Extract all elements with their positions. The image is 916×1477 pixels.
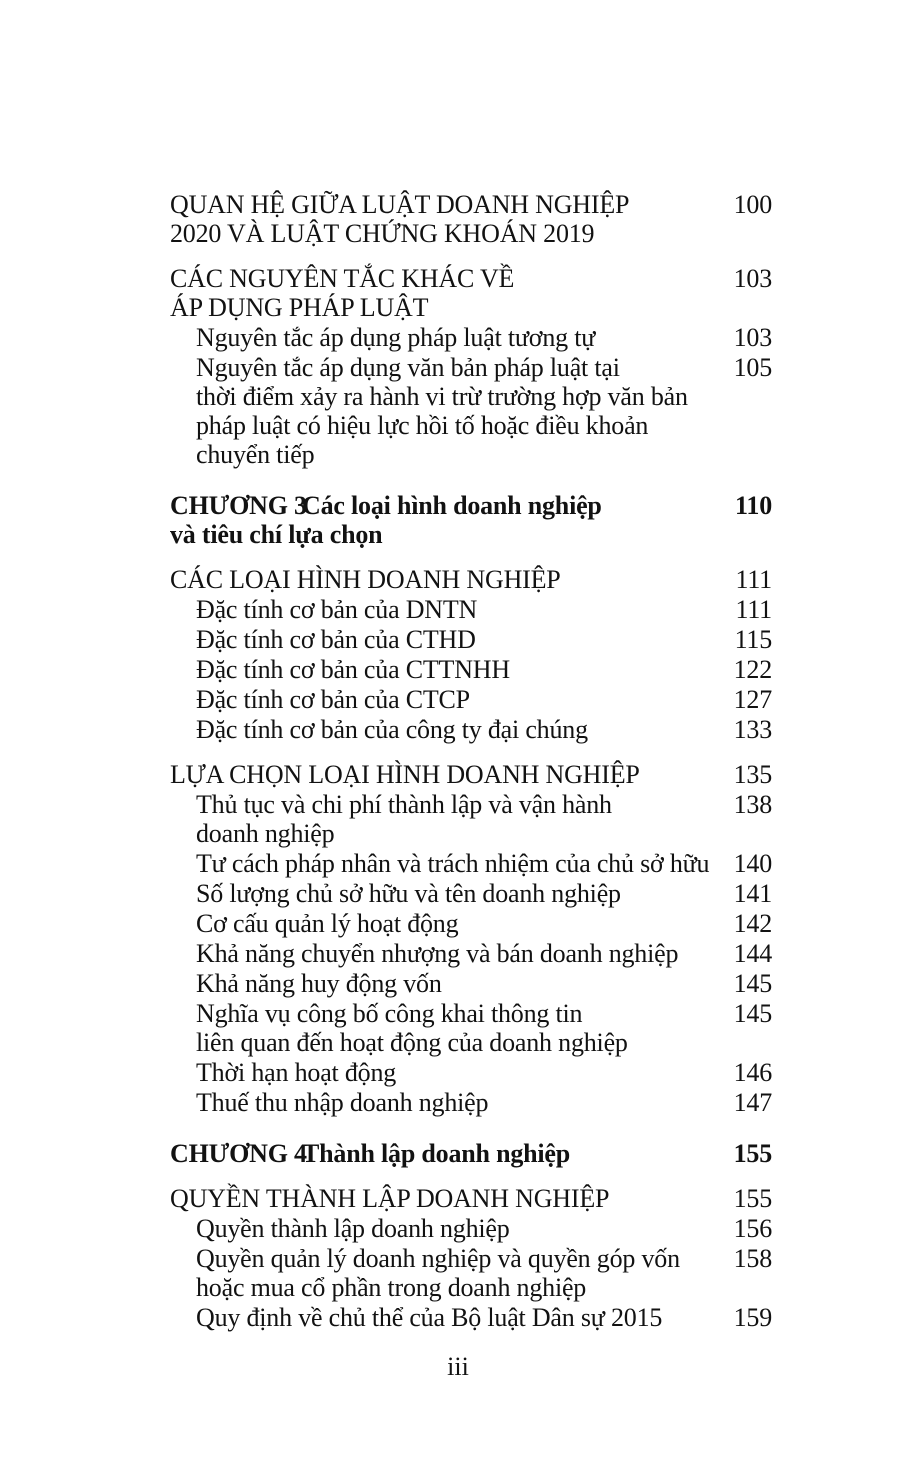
toc-entry-line: hoặc mua cổ phần trong doanh nghiệp: [196, 1273, 587, 1302]
toc-entry-sub: [170, 353, 772, 469]
toc-entry-text: [170, 1214, 708, 1243]
toc-entry-line: Khả năng huy động vốn: [196, 969, 442, 998]
toc-entry-sub: [170, 999, 772, 1057]
toc-entry-line: Thuế thu nhập doanh nghiệp: [196, 1088, 489, 1117]
toc-page-number: 141: [733, 879, 772, 908]
toc-page-number: 147: [733, 1088, 772, 1117]
toc-entry-text: [170, 264, 708, 322]
toc-entry-section: [170, 264, 772, 322]
toc-entry-sub: [170, 1058, 772, 1087]
toc-entry-line: Thủ tục và chi phí thành lập và vận hành: [196, 790, 612, 819]
toc-entry-line: Đặc tính cơ bản của CTHD: [196, 625, 476, 654]
toc-entry-text: [170, 1088, 708, 1117]
toc-entry-text: [170, 939, 708, 968]
chapter-heading-line: [170, 1139, 708, 1168]
toc-entry-text: [170, 849, 708, 878]
toc-entry-text: [170, 353, 708, 469]
toc-entry-line: QUAN HỆ GIỮA LUẬT DOANH NGHIỆP: [170, 190, 630, 219]
toc-entry-line: liên quan đến hoạt động của doanh nghiệp: [196, 1028, 628, 1057]
toc-page-number: 111: [735, 595, 772, 624]
chapter-number-label: CHƯƠNG 4: [170, 1139, 307, 1168]
toc-entry-sub: [170, 849, 772, 878]
toc-entry-text: [170, 685, 708, 714]
toc-entry-section: [170, 1184, 772, 1213]
toc-entry-line: Đặc tính cơ bản của CTCP: [196, 685, 470, 714]
toc-entry-sub: [170, 969, 772, 998]
toc-page-number: 115: [734, 625, 772, 654]
toc-entry-sub: [170, 939, 772, 968]
toc-entry-line: Cơ cấu quản lý hoạt động: [196, 909, 459, 938]
toc-page-number: 100: [733, 190, 772, 219]
toc-page-number: 156: [733, 1214, 772, 1243]
toc-entry-line: Nguyên tắc áp dụng văn bản pháp luật tại: [196, 353, 620, 382]
toc-page-number: 142: [733, 909, 772, 938]
toc-entry-text: [170, 625, 708, 654]
toc-entry-line: QUYỀN THÀNH LẬP DOANH NGHIỆP: [170, 1184, 610, 1213]
toc-page-number: 105: [733, 353, 772, 382]
toc-entry-sub: [170, 879, 772, 908]
toc-entry-sub: [170, 1244, 772, 1302]
toc-entry-line: chuyển tiếp: [196, 440, 315, 469]
toc-entry-text: [170, 1303, 708, 1332]
toc-entry-line: CÁC LOẠI HÌNH DOANH NGHIỆP: [170, 565, 561, 594]
toc-entry-text: [170, 1184, 708, 1213]
toc-entry-text: [170, 715, 708, 744]
toc-entry-line: và tiêu chí lựa chọn: [170, 520, 383, 549]
toc-entry-text: [170, 999, 708, 1057]
toc: [170, 190, 772, 1332]
toc-page-number: 135: [733, 760, 772, 789]
toc-entry-text: [170, 190, 708, 248]
toc-entry-sub: [170, 715, 772, 744]
toc-entry-line: LỰA CHỌN LOẠI HÌNH DOANH NGHIỆP: [170, 760, 640, 789]
toc-entry-text: [170, 909, 708, 938]
toc-page-number: 103: [733, 323, 772, 352]
toc-entry-line: Quyền quản lý doanh nghiệp và quyền góp vốn: [196, 1244, 680, 1273]
toc-entry-chapter: [170, 1139, 772, 1168]
toc-page-number: 133: [733, 715, 772, 744]
toc-page-number: 159: [733, 1303, 772, 1332]
toc-page-number: 111: [735, 565, 772, 594]
toc-entry-sub: [170, 625, 772, 654]
toc-entry-line: ÁP DỤNG PHÁP LUẬT: [170, 293, 429, 322]
toc-page-number: 127: [733, 685, 772, 714]
toc-page-number: 155: [733, 1184, 772, 1213]
chapter-number-label: CHƯƠNG 3: [170, 491, 307, 520]
toc-entry-line: Đặc tính cơ bản của DNTN: [196, 595, 478, 624]
toc-entry-line: pháp luật có hiệu lực hồi tố hoặc điều khoản: [196, 411, 649, 440]
toc-entry-text: [170, 323, 708, 352]
toc-entry-text: [170, 655, 708, 684]
toc-entry-line: doanh nghiệp: [196, 819, 335, 848]
toc-entry-text: [170, 879, 708, 908]
chapter-title: Thành lập doanh nghiệp: [302, 1139, 571, 1168]
toc-entry-line: Tư cách pháp nhân và trách nhiệm của chủ sở hữu: [196, 849, 710, 878]
toc-entry-line: CÁC NGUYÊN TẮC KHÁC VỀ: [170, 264, 515, 293]
toc-page-number: 138: [733, 790, 772, 819]
toc-entry-text: [170, 595, 708, 624]
toc-entry-sub: [170, 1214, 772, 1243]
toc-page-number: 145: [733, 969, 772, 998]
toc-entry-line: Đặc tính cơ bản của công ty đại chúng: [196, 715, 588, 744]
toc-entry-text: [170, 969, 708, 998]
toc-entry-line: Nghĩa vụ công bố công khai thông tin: [196, 999, 583, 1028]
toc-entry-sub: [170, 1303, 772, 1332]
toc-entry-line: Nguyên tắc áp dụng pháp luật tương tự: [196, 323, 596, 352]
toc-entry-sub: [170, 595, 772, 624]
toc-entry-text: [170, 1058, 708, 1087]
toc-entry-text: [170, 1139, 708, 1168]
toc-page-number: 110: [735, 491, 772, 520]
toc-entry-sub: [170, 909, 772, 938]
toc-page-number: 144: [733, 939, 772, 968]
chapter-heading-line: [170, 491, 708, 520]
toc-entry-text: [170, 760, 708, 789]
toc-page-number: 145: [733, 999, 772, 1028]
toc-entry-sub: [170, 323, 772, 352]
toc-page-number: 140: [733, 849, 772, 878]
toc-entry-line: thời điểm xảy ra hành vi trừ trường hợp văn bản: [196, 382, 688, 411]
toc-entry-chapter: [170, 491, 772, 549]
toc-entry-text: [170, 491, 708, 549]
footer-page-number: iii: [447, 1352, 469, 1381]
toc-entry-section: [170, 760, 772, 789]
toc-entry-sub: [170, 655, 772, 684]
toc-entry-text: [170, 1244, 708, 1302]
toc-entry-line: Quy định về chủ thể của Bộ luật Dân sự 2015: [196, 1303, 663, 1332]
toc-entry-line: Quyền thành lập doanh nghiệp: [196, 1214, 510, 1243]
toc-entry-sub: [170, 1088, 772, 1117]
toc-entry-line: 2020 VÀ LUẬT CHỨNG KHOÁN 2019: [170, 219, 595, 248]
toc-entry-section: [170, 190, 772, 248]
toc-page-number: 146: [733, 1058, 772, 1087]
toc-page-number: 122: [733, 655, 772, 684]
toc-entry-line: Thời hạn hoạt động: [196, 1058, 397, 1087]
toc-entry-line: Đặc tính cơ bản của CTTNHH: [196, 655, 510, 684]
toc-entry-text: [170, 565, 708, 594]
toc-entry-line: Số lượng chủ sở hữu và tên doanh nghiệp: [196, 879, 621, 908]
toc-entry-line: Khả năng chuyển nhượng và bán doanh nghiệp: [196, 939, 679, 968]
toc-entry-sub: [170, 685, 772, 714]
toc-entry-sub: [170, 790, 772, 848]
toc-entry-text: [170, 790, 708, 848]
toc-page-number: 158: [733, 1244, 772, 1273]
toc-page-number: 155: [733, 1139, 772, 1168]
toc-entry-section: [170, 565, 772, 594]
chapter-title: Các loại hình doanh nghiệp: [302, 491, 602, 520]
toc-page-number: 103: [733, 264, 772, 293]
